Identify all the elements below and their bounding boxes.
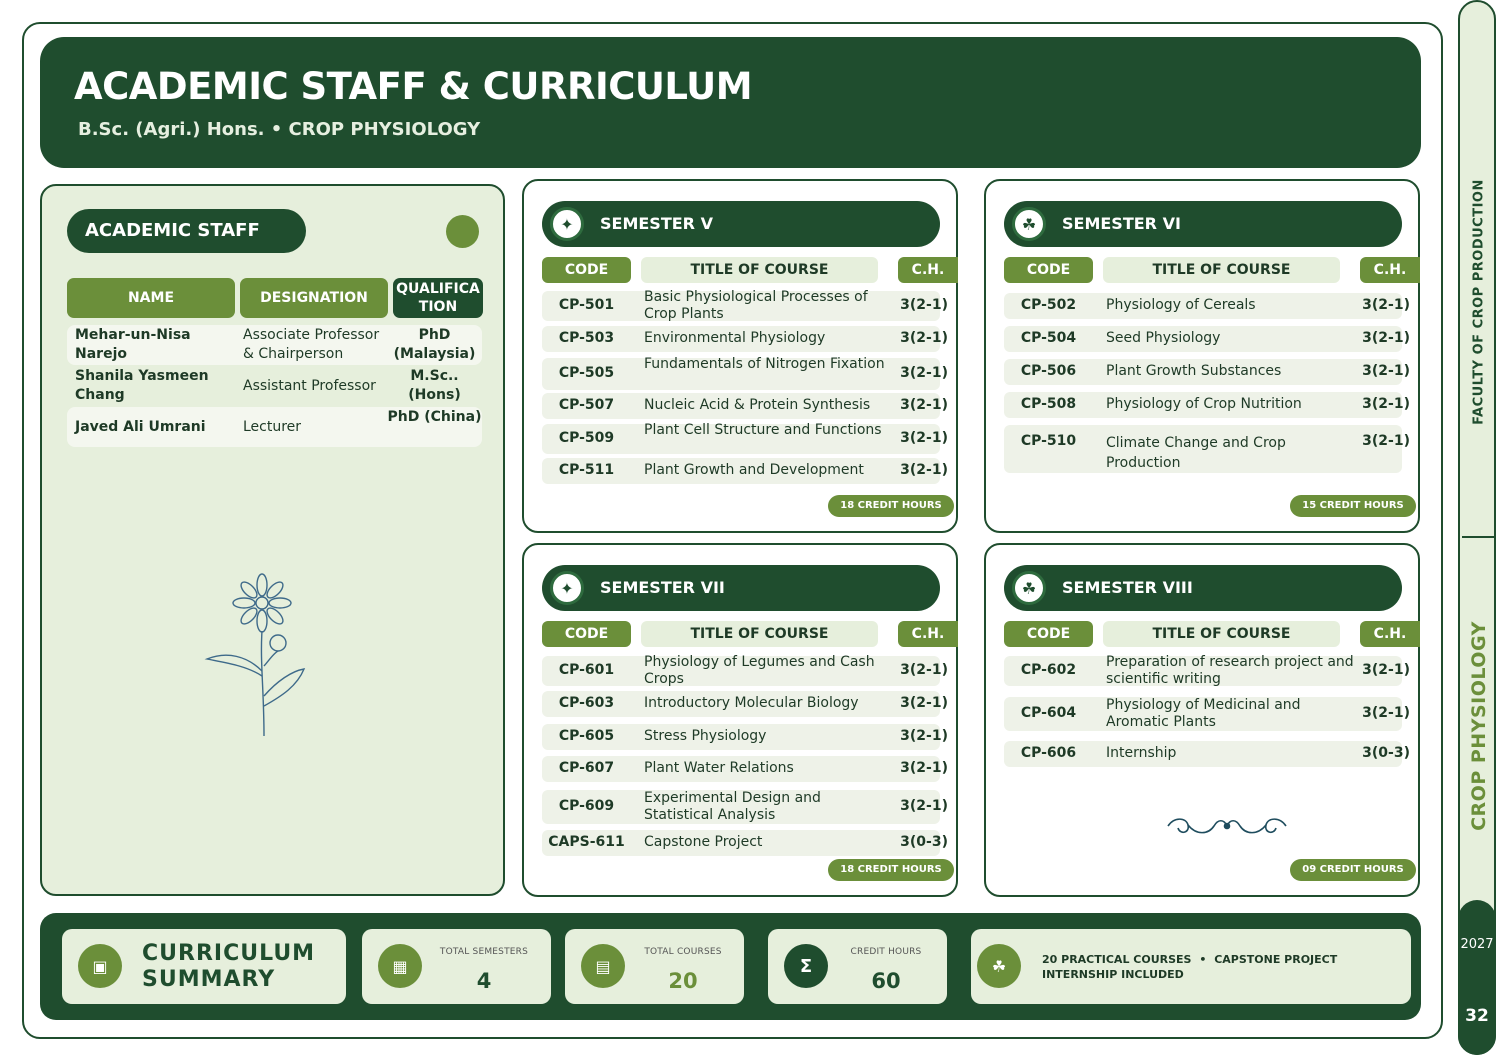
course-code: CP-506 xyxy=(1020,363,1077,379)
year-page-tab xyxy=(1458,900,1496,1055)
course-title: Environmental Physiology xyxy=(644,330,826,346)
clover-icon: ☘ xyxy=(1012,207,1046,241)
col-ch: C.H. xyxy=(898,621,958,647)
course-title: Plant Cell Structure and Functions xyxy=(644,422,882,438)
semester-card-vi xyxy=(984,179,1420,533)
course-ch: 3(2-1) xyxy=(900,728,948,744)
summary-title-line2: SUMMARY xyxy=(142,967,276,992)
credit-hours-badge: 09 CREDIT HOURS xyxy=(1290,859,1416,881)
course-title: Nucleic Acid & Protein Synthesis xyxy=(644,397,871,413)
semester-title: SEMESTER VII xyxy=(600,578,725,597)
course-title: Fundamentals of Nitrogen Fixation xyxy=(644,356,885,372)
course-ch: 3(2-1) xyxy=(1362,662,1410,678)
stat-label: TOTAL SEMESTERS xyxy=(439,947,529,957)
course-title: Seed Physiology xyxy=(1106,330,1221,346)
grid-icon: ▦ xyxy=(378,944,422,988)
course-ch: 3(0-3) xyxy=(1362,745,1410,761)
semester-title: SEMESTER VIII xyxy=(1062,578,1193,597)
course-ch: 3(2-1) xyxy=(1362,705,1410,721)
course-code: CP-609 xyxy=(558,798,615,814)
course-title: Physiology of Medicinal and Aromatic Plants xyxy=(1106,697,1301,730)
course-title: Physiology of Cereals xyxy=(1106,297,1256,313)
staff-row xyxy=(67,366,482,406)
page-number: 32 xyxy=(1465,1006,1489,1026)
course-ch: 3(0-3) xyxy=(900,834,948,850)
course-title: Basic Physiological Processes of Crop Plants xyxy=(644,289,868,322)
stat-value: 4 xyxy=(476,969,492,993)
semester-header xyxy=(1004,565,1402,611)
clover-icon: ☘ xyxy=(977,944,1021,988)
course-ch: 3(2-1) xyxy=(900,695,948,711)
decorative-dot xyxy=(446,215,479,248)
course-code: CP-502 xyxy=(1020,297,1077,313)
course-row xyxy=(542,326,948,352)
course-ch: 3(2-1) xyxy=(900,365,948,381)
summary-note-line1 xyxy=(1042,952,1337,967)
course-code: CP-607 xyxy=(558,760,615,776)
course-row xyxy=(542,756,948,782)
course-ch: 3(2-1) xyxy=(1362,330,1410,346)
course-code: CP-507 xyxy=(558,397,615,413)
sparkle-icon: ✦ xyxy=(550,207,584,241)
col-title: TITLE OF COURSE xyxy=(1103,257,1340,283)
semester-card-v xyxy=(522,179,958,533)
course-row xyxy=(1004,697,1410,731)
course-code: CAPS-611 xyxy=(548,834,625,850)
course-row xyxy=(542,422,948,454)
header-banner xyxy=(40,37,1421,168)
course-title: Capstone Project xyxy=(644,834,763,850)
course-title: Climate Change and Crop Production xyxy=(1106,435,1286,471)
course-code: CP-504 xyxy=(1020,330,1077,346)
course-row xyxy=(1004,326,1410,352)
semester-header xyxy=(1004,201,1402,247)
course-ch: 3(2-1) xyxy=(900,297,948,313)
course-row xyxy=(542,830,948,856)
course-title: Introductory Molecular Biology xyxy=(644,695,859,711)
course-code: CP-505 xyxy=(558,365,615,381)
staff-col-designation: DESIGNATION xyxy=(240,278,388,318)
course-row xyxy=(1004,654,1410,687)
course-ch: 3(2-1) xyxy=(900,330,948,346)
course-row xyxy=(1004,741,1410,767)
course-row xyxy=(1004,392,1410,418)
col-ch: C.H. xyxy=(898,257,958,283)
col-code: CODE xyxy=(1004,621,1093,647)
course-title: Plant Growth Substances xyxy=(1106,363,1282,379)
stat-total-courses xyxy=(565,929,744,1004)
col-code: CODE xyxy=(542,257,631,283)
course-code: CP-603 xyxy=(558,695,615,711)
clover-icon: ☘ xyxy=(1012,571,1046,605)
col-code: CODE xyxy=(1004,257,1093,283)
course-code: CP-604 xyxy=(1020,705,1077,721)
staff-heading: ACADEMIC STAFF xyxy=(67,209,306,253)
summary-note xyxy=(1042,952,1337,982)
course-code: CP-503 xyxy=(558,330,615,346)
course-row xyxy=(542,458,948,484)
course-row xyxy=(542,393,948,419)
course-title: Stress Physiology xyxy=(644,728,767,744)
stat-label: CREDIT HOURS xyxy=(850,947,922,957)
course-row xyxy=(542,790,948,824)
course-ch: 3(2-1) xyxy=(900,798,948,814)
summary-title-box xyxy=(62,929,346,1004)
faculty-label: FACULTY OF CROP PRODUCTION xyxy=(1471,179,1487,425)
course-ch: 3(2-1) xyxy=(900,760,948,776)
stat-value: 60 xyxy=(871,969,901,993)
page-title: ACADEMIC STAFF & CURRICULUM xyxy=(74,65,753,108)
course-code: CP-605 xyxy=(558,728,615,744)
note-capstone: CAPSTONE PROJECT xyxy=(1214,953,1338,966)
course-code: CP-510 xyxy=(1020,433,1077,449)
course-code: CP-606 xyxy=(1020,745,1077,761)
course-ch: 3(2-1) xyxy=(900,662,948,678)
academic-staff-panel xyxy=(40,184,505,896)
list-icon: ▤ xyxy=(581,944,625,988)
col-ch: C.H. xyxy=(1360,257,1420,283)
course-row xyxy=(542,691,948,717)
col-title: TITLE OF COURSE xyxy=(1103,621,1340,647)
course-ch: 3(2-1) xyxy=(1362,363,1410,379)
credit-hours-badge: 18 CREDIT HOURS xyxy=(828,495,954,517)
semester-title: SEMESTER V xyxy=(600,214,713,233)
col-code: CODE xyxy=(542,621,631,647)
stat-total-semesters xyxy=(362,929,551,1004)
staff-designation: Lecturer xyxy=(243,419,302,435)
side-divider xyxy=(1462,536,1494,538)
staff-col-name: NAME xyxy=(67,278,235,318)
course-code: CP-601 xyxy=(558,662,615,678)
course-row xyxy=(1004,359,1410,385)
semester-card-vii xyxy=(522,543,958,897)
staff-qualification: PhD (China) xyxy=(387,409,482,425)
course-code: CP-602 xyxy=(1020,662,1077,678)
semester-title: SEMESTER VI xyxy=(1062,214,1181,233)
ornament-flourish-icon xyxy=(1164,813,1290,839)
col-title: TITLE OF COURSE xyxy=(641,257,878,283)
course-ch: 3(2-1) xyxy=(1362,433,1410,449)
semester-header xyxy=(542,201,940,247)
staff-row xyxy=(67,407,482,447)
stat-label: TOTAL COURSES xyxy=(644,947,722,957)
staff-row xyxy=(67,325,482,365)
course-ch: 3(2-1) xyxy=(900,462,948,478)
department-label: CROP PHYSIOLOGY xyxy=(1468,621,1490,831)
stat-credit-hours xyxy=(768,929,947,1004)
summary-note-box xyxy=(971,929,1411,1004)
course-row xyxy=(1004,425,1410,473)
sigma-icon: Σ xyxy=(784,944,828,988)
course-title: Internship xyxy=(1106,745,1177,761)
course-row xyxy=(542,654,948,687)
course-title: Plant Water Relations xyxy=(644,760,794,776)
col-ch: C.H. xyxy=(1360,621,1420,647)
flower-illustration-icon xyxy=(202,571,312,741)
course-code: CP-509 xyxy=(558,430,615,446)
summary-title-line1: CURRICULUM xyxy=(142,941,316,966)
staff-col-qualification: QUALIFICA TION xyxy=(393,278,483,318)
course-code: CP-501 xyxy=(558,297,615,313)
course-row xyxy=(542,724,948,750)
staff-name: Javed Ali Umrani xyxy=(75,419,206,435)
sparkle-icon: ✦ xyxy=(550,571,584,605)
course-row xyxy=(542,289,948,322)
page-subtitle: B.Sc. (Agri.) Hons. • CROP PHYSIOLOGY xyxy=(78,119,481,140)
staff-qualification: M.Sc.. (Hons) xyxy=(408,368,461,403)
course-ch: 3(2-1) xyxy=(900,397,948,413)
summary-square-icon: ▣ xyxy=(78,944,122,988)
course-title: Preparation of research project and scientific writing xyxy=(1106,654,1354,687)
semester-header xyxy=(542,565,940,611)
col-title: TITLE OF COURSE xyxy=(641,621,878,647)
course-ch: 3(2-1) xyxy=(900,430,948,446)
staff-qualification: PhD (Malaysia) xyxy=(393,327,476,362)
credit-hours-badge: 15 CREDIT HOURS xyxy=(1290,495,1416,517)
course-row xyxy=(542,356,948,390)
summary-note-line2: INTERNSHIP INCLUDED xyxy=(1042,968,1184,981)
year-label: 2027 xyxy=(1460,937,1494,952)
course-code: CP-508 xyxy=(1020,396,1077,412)
course-code: CP-511 xyxy=(558,462,615,478)
note-practical: 20 PRACTICAL COURSES xyxy=(1042,953,1192,966)
note-separator: • xyxy=(1199,953,1207,966)
curriculum-summary-bar xyxy=(40,913,1421,1020)
side-tab xyxy=(1458,0,1496,1055)
course-title: Physiology of Legumes and Cash Crops xyxy=(644,654,875,687)
course-title: Experimental Design and Statistical Analysis xyxy=(644,790,821,823)
course-row xyxy=(1004,293,1410,319)
staff-name: Mehar-un-Nisa Narejo xyxy=(75,327,191,362)
course-title: Plant Growth and Development xyxy=(644,462,864,478)
summary-title xyxy=(142,941,315,993)
course-ch: 3(2-1) xyxy=(1362,297,1410,313)
semester-card-viii xyxy=(984,543,1420,897)
staff-designation: Associate Professor & Chairperson xyxy=(243,327,380,362)
staff-name: Shanila Yasmeen Chang xyxy=(75,368,209,403)
course-title: Physiology of Crop Nutrition xyxy=(1106,396,1302,412)
course-ch: 3(2-1) xyxy=(1362,396,1410,412)
stat-value: 20 xyxy=(668,969,698,993)
credit-hours-badge: 18 CREDIT HOURS xyxy=(828,859,954,881)
staff-designation: Assistant Professor xyxy=(243,378,376,394)
